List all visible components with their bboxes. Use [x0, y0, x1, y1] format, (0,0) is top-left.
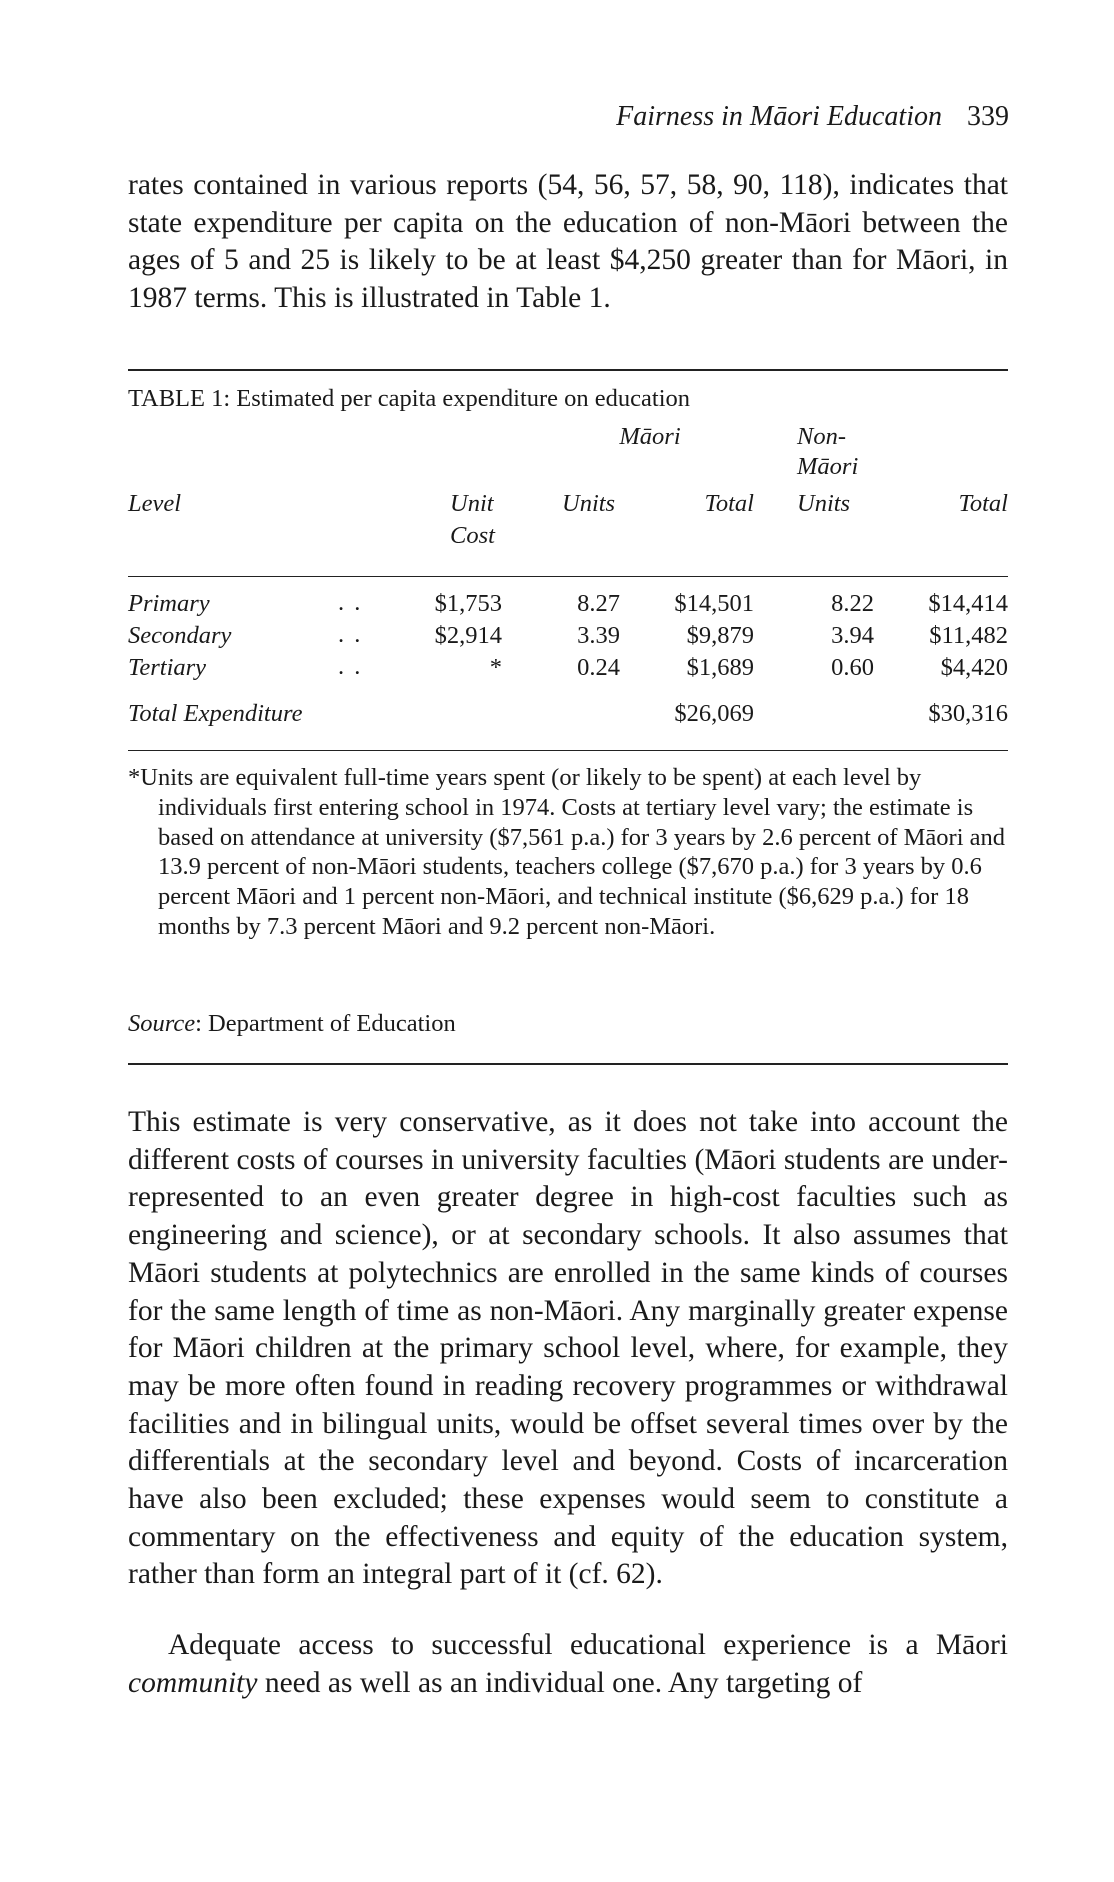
header-maori-total: Total [704, 490, 754, 517]
header-unit-cost-line2: Cost [450, 522, 495, 549]
running-header [616, 101, 1009, 133]
paragraph-3-text-start: Adequate access to successful educational experience is a Māori [168, 1629, 1008, 1661]
running-title: Fairness in Māori Education [616, 101, 942, 132]
leader-dots: . . [338, 653, 363, 680]
table-title: TABLE 1: Estimated per capita expenditure on education [128, 385, 691, 412]
total-label: Total Expenditure [128, 700, 303, 727]
row-non-maori-units: 8.22 [831, 590, 874, 617]
row-maori-units: 3.39 [577, 622, 620, 649]
body-paragraph-1: rates contained in various reports (54, 56, 57, 58, 90, 118), indicates that state expenditure per capita on the education of non-Māori between the ages of 5 and 25 is likely to be at least $4,250 greater than for Māori, in 1987 terms. This is illustrated in Table 1. [128, 169, 1008, 315]
header-level: Level [128, 490, 182, 517]
table-header-rule [128, 576, 1008, 577]
header-non-maori-units: Units [797, 490, 851, 517]
row-non-maori-total: $11,482 [929, 622, 1008, 649]
row-non-maori-units: 3.94 [831, 622, 874, 649]
table-bottom-rule [128, 1063, 1008, 1065]
page-number: 339 [967, 101, 1009, 132]
leader-dots: . . [338, 589, 363, 616]
row-level: Secondary [128, 622, 232, 649]
table-top-rule [128, 369, 1008, 371]
row-level: Primary [128, 590, 210, 617]
header-group-non-maori-line2: Māori [797, 453, 859, 480]
row-level: Tertiary [128, 654, 207, 681]
table-source [128, 1010, 456, 1038]
row-non-maori-total: $14,414 [928, 590, 1008, 617]
paragraph-3-text-end: need as well as an individual one. Any targeting of [257, 1666, 863, 1699]
row-non-maori-units: 0.60 [831, 654, 874, 681]
row-maori-units: 0.24 [577, 654, 620, 681]
row-unit-cost: * [489, 654, 502, 681]
row-maori-total: $9,879 [686, 622, 754, 649]
header-group-maori: Māori [619, 423, 681, 450]
paragraph-3-emphasis: community [128, 1666, 258, 1699]
table-footnote-rule [128, 750, 1008, 751]
row-non-maori-total: $4,420 [940, 654, 1008, 681]
header-group-non-maori-line1: Non- [797, 423, 846, 450]
row-maori-units: 8.27 [577, 590, 620, 617]
header-non-maori-total: Total [958, 490, 1008, 517]
source-text: : Department of Education [195, 1010, 456, 1037]
row-maori-total: $14,501 [674, 590, 754, 617]
body-paragraph-2: This estimate is very conservative, as it does not take into account the different costs of courses in university faculties (Māori students are under-represented to an even greater degree in high-cost faculties such as engineering and science), or at secondary schools. It also assumes that Māori students at polytechnics are enrolled in the same kinds of courses for the same length of time as non-Māori. Any marginally greater expense for Māori children at the primary school level, where, for example, they may be more often found in reading recovery programmes or withdrawal facilities and in bilingual units, would be offset several times over by the differentials at the secondary level and beyond. Costs of incarceration have also been excluded; these expenses would seem to constitute a commentary on the effectiveness and equity of the education system, rather than form an integral part of it (cf. 62). [128, 1106, 1008, 1591]
body-paragraph-3 [128, 1627, 1008, 1702]
row-unit-cost: $2,914 [434, 622, 502, 649]
header-unit-cost-line1: Unit [450, 490, 494, 517]
table-footnote: *Units are equivalent full-time years spent (or likely to be spent) at each level by individuals first entering school in 1974. Costs at tertiary level vary; the estimate is based on attendance at university ($7,561 p.a.) for 3 years by 2.6 percent of Māori and 13.9 percent of non-Māori students, teachers college ($7,670 p.a.) for 3 years by 0.6 percent Māori and 1 percent non-Māori, and technical institute ($6,629 p.a.) for 18 months by 7.3 percent Māori and 9.2 percent non-Māori. [128, 764, 1006, 940]
leader-dots: . . [338, 621, 363, 648]
row-maori-total: $1,689 [686, 654, 754, 681]
total-maori: $26,069 [674, 700, 754, 727]
source-label: Source [128, 1010, 196, 1037]
header-maori-units: Units [562, 490, 616, 517]
total-non-maori: $30,316 [928, 700, 1008, 727]
row-unit-cost: $1,753 [434, 590, 502, 617]
